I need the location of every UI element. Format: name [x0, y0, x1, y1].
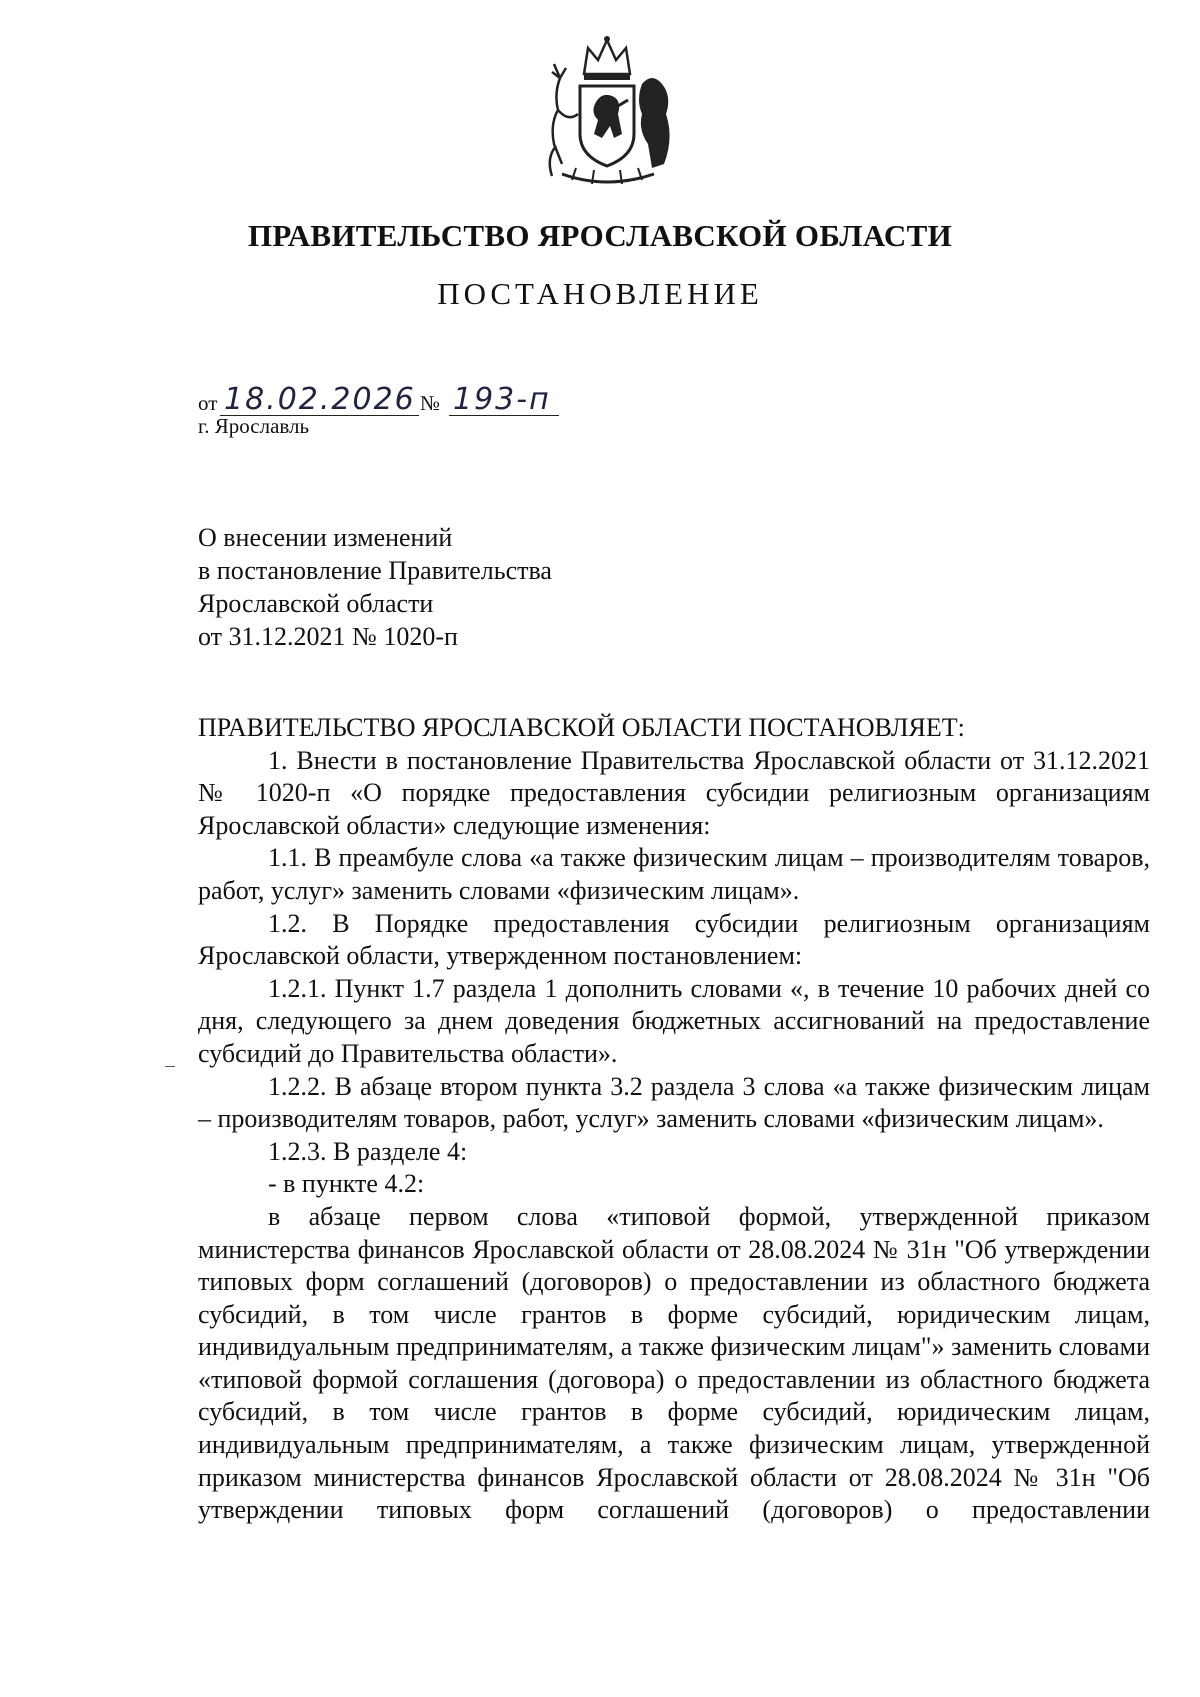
item-4-2: - в пункте 4.2:	[268, 1169, 425, 1199]
subject-line: О внесении изменений	[198, 523, 453, 552]
date-field	[220, 381, 419, 416]
handwritten-date: 18.02.2026	[224, 382, 416, 417]
clause-1-2-2: 1.2.2. В абзаце втором пункта 3.2 раздела 3 слова «а также физическим лицам – производителям товаров, работ, услуг» заменить словами «физическим лицам».	[198, 1071, 1150, 1134]
number-label: №	[420, 391, 441, 415]
clause-1-2-3: 1.2.3. В разделе 4:	[268, 1136, 468, 1166]
document-type-title: ПОСТАНОВЛЕНИЕ	[437, 276, 763, 311]
number-field	[449, 381, 559, 416]
paragraph-first-amendment: в абзаце первом слова «типовой формой, утвержденной приказом министерства финансов Ярославской области от 28.08.2024 № 31н "Об утверждении типовых форм соглашений (договоров) о предоставлении из областного бюджета субсидий, в том числе грантов в форме субсидий, юридическим лицам, индивидуальным предпринимателям, а также физическим лицам"» заменить словами «типовой формой соглашения (договора) о предоставлении из областного бюджета субсидий, в том числе грантов в форме субсидий, юридическим лицам, индивидуальным предпринимателям, а также физическим лицам, утвержденной приказом министерства финансов Ярославской области от 28.08.2024 № 31н "Об утверждении типовых форм соглашений (договоров) о предоставлении	[198, 1201, 1150, 1525]
clause-1: 1. Внести в постановление Правительства Ярославской области от 31.12.2021 № 1020-п «О порядке предоставления субсидии религиозным организациям Ярославской области» следующие изменения:	[198, 745, 1150, 840]
clause-1-1: 1.1. В преамбуле слова «а также физическим лицам – производителям товаров, работ, услуг» заменить словами «физическим лицам».	[198, 843, 1150, 905]
resolves-heading: ПРАВИТЕЛЬСТВО ЯРОСЛАВСКОЙ ОБЛАСТИ ПОСТАНОВЛЯЕТ:	[198, 713, 965, 742]
government-title: ПРАВИТЕЛЬСТВО ЯРОСЛАВСКОЙ ОБЛАСТИ	[248, 218, 952, 253]
handwritten-number: 193-п	[453, 382, 551, 417]
clause-1-2-1: 1.2.1. Пункт 1.7 раздела 1 дополнить словами «, в течение 10 рабочих дней со дня, следующего за днем доведения бюджетных ассигнований на предоставление субсидий до Правительства области».	[198, 973, 1150, 1068]
subject-line: в постановление Правительства	[198, 556, 552, 585]
city-name: г. Ярославль	[198, 414, 310, 438]
subject-line: Ярославской области	[198, 589, 434, 618]
document-body	[198, 712, 1150, 1527]
document-subject	[198, 521, 552, 653]
date-from-label: от	[198, 391, 218, 415]
coat-of-arms-emblem	[532, 34, 682, 194]
clause-1-2: 1.2. В Порядке предоставления субсидии религиозным организациям Ярославской области, утвержденном постановлением:	[198, 908, 1150, 971]
subject-line: от 31.12.2021 № 1020-п	[198, 622, 458, 651]
margin-mark	[165, 1066, 175, 1067]
